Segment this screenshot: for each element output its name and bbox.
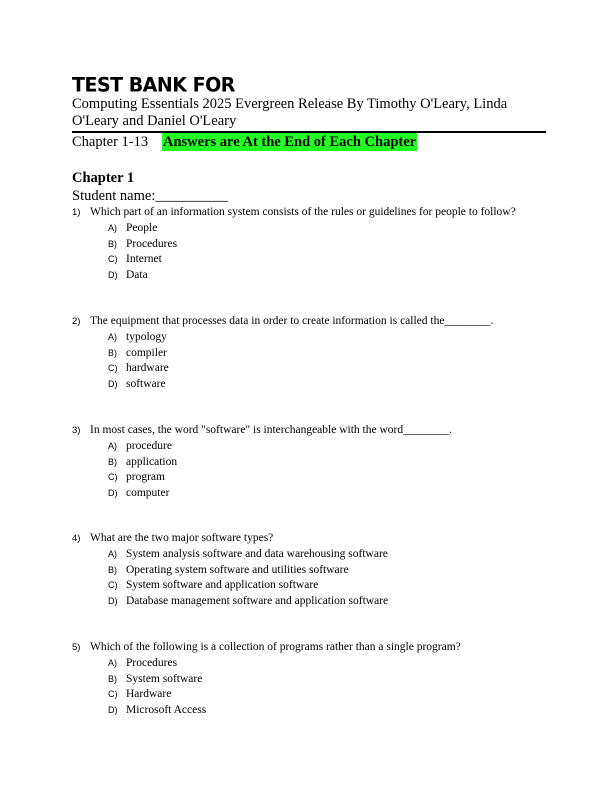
- option-letter: B): [108, 564, 117, 575]
- book-title: Computing Essentials 2025 Evergreen Release By Timothy O'Leary, Linda O'Leary and Daniel O'Leary: [72, 96, 508, 129]
- answer-option: [72, 704, 552, 720]
- question-number: 3): [72, 425, 81, 436]
- option-text: hardware: [126, 362, 169, 375]
- question-number: 1): [72, 207, 81, 218]
- option-letter: A): [108, 441, 117, 451]
- option-letter: A): [108, 223, 117, 233]
- option-text: Internet: [126, 253, 162, 266]
- option-letter: C): [108, 689, 118, 700]
- question-line: [72, 641, 552, 657]
- question: [72, 641, 552, 719]
- answer-option: [72, 548, 552, 564]
- option-text: procedure: [126, 440, 172, 452]
- answer-option: [72, 222, 552, 238]
- option-letter: C): [108, 254, 118, 265]
- chapter-heading: Chapter 1: [72, 170, 135, 186]
- option-letter: B): [108, 347, 117, 358]
- test-bank-title: TEST BANK FOR: [72, 73, 235, 97]
- answer-option: [72, 595, 552, 611]
- answer-option: [72, 487, 552, 503]
- answer-option: [72, 440, 552, 456]
- option-letter: C): [108, 580, 118, 591]
- option-letter: A): [108, 658, 117, 668]
- chapter-range: Chapter 1-13: [72, 134, 149, 150]
- question-line: [72, 315, 552, 331]
- option-letter: D): [108, 269, 118, 280]
- option-text: System software: [126, 672, 203, 685]
- option-letter: C): [108, 472, 118, 483]
- option-text: Microsoft Access: [126, 703, 207, 716]
- question: [72, 206, 552, 284]
- question-text: Which part of an information system consists of the rules or guidelines for people to follow?: [90, 206, 516, 218]
- option-letter: D): [108, 595, 118, 606]
- option-text: System analysis software and data warehousing software: [126, 548, 388, 560]
- answer-option: [72, 564, 552, 580]
- question-text: The equipment that processes data in order to create information is called the________.: [90, 315, 494, 327]
- option-text: application: [126, 455, 178, 468]
- question: [72, 424, 552, 502]
- answer-option: [72, 238, 552, 254]
- answer-option: [72, 253, 552, 269]
- question-text: Which of the following is a collection of programs rather than a single program?: [90, 641, 461, 653]
- option-text: Procedures: [126, 657, 178, 669]
- answer-option: [72, 378, 552, 394]
- option-letter: D): [108, 378, 118, 389]
- answer-option: [72, 362, 552, 378]
- answer-option: [72, 456, 552, 472]
- option-text: compiler: [126, 346, 167, 359]
- option-text: Hardware: [126, 688, 172, 701]
- option-letter: B): [108, 673, 117, 684]
- question-line: [72, 424, 552, 440]
- answer-option: [72, 347, 552, 363]
- answer-option: [72, 688, 552, 704]
- option-letter: B): [108, 456, 117, 467]
- option-letter: D): [108, 704, 118, 715]
- option-text: Procedures: [126, 237, 178, 250]
- question-number: 5): [72, 642, 81, 653]
- question: [72, 315, 552, 393]
- question-number: 2): [72, 316, 81, 327]
- option-text: computer: [126, 486, 170, 499]
- question-text: What are the two major software types?: [90, 532, 274, 544]
- option-text: People: [126, 222, 158, 234]
- option-text: program: [126, 471, 165, 484]
- option-letter: A): [108, 332, 117, 342]
- option-text: typology: [126, 331, 167, 343]
- answer-option: [72, 579, 552, 595]
- question-line: [72, 206, 552, 222]
- answer-option: [72, 657, 552, 673]
- question-line: [72, 532, 552, 548]
- option-text: Data: [126, 268, 148, 281]
- answer-option: [72, 471, 552, 487]
- option-letter: A): [108, 549, 117, 559]
- answer-option: [72, 673, 552, 689]
- answers-note-highlight: Answers are At the End of Each Chapter: [163, 134, 417, 150]
- question: [72, 532, 552, 610]
- option-text: Operating system software and utilities software: [126, 563, 349, 576]
- option-text: System software and application software: [126, 579, 319, 592]
- option-text: software: [126, 377, 166, 390]
- option-letter: C): [108, 363, 118, 374]
- question-number: 4): [72, 533, 81, 544]
- option-letter: D): [108, 487, 118, 498]
- option-text: Database management software and application software: [126, 594, 389, 607]
- question-text: In most cases, the word "software" is interchangeable with the word________.: [90, 424, 452, 436]
- answer-option: [72, 269, 552, 285]
- student-name-field: Student name:__________: [72, 188, 228, 204]
- option-letter: B): [108, 238, 117, 249]
- answer-option: [72, 331, 552, 347]
